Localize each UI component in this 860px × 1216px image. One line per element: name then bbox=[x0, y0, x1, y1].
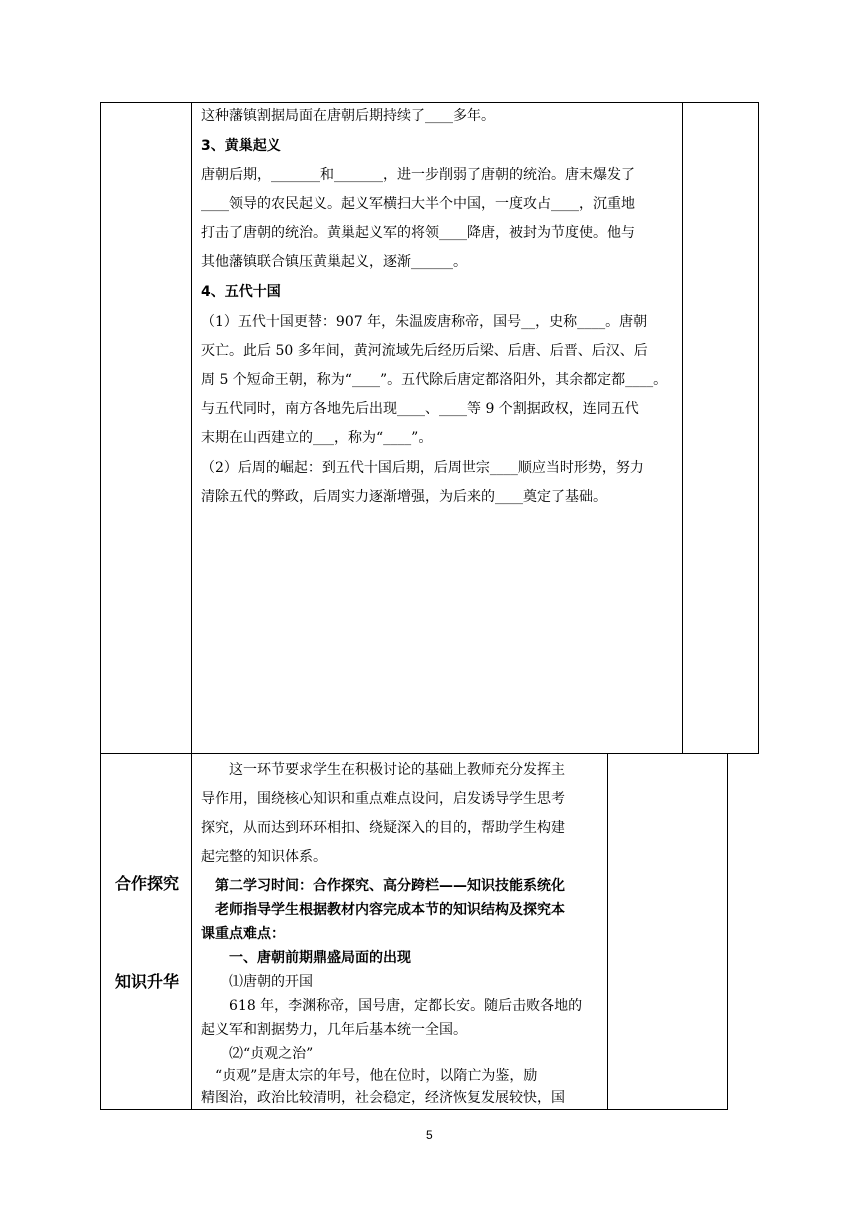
text-line: 起完整的知识体系。 bbox=[201, 849, 327, 865]
upper-right-border bbox=[758, 102, 759, 753]
table-left-border bbox=[100, 102, 101, 1110]
row-divider bbox=[100, 753, 759, 754]
text-line: 精图治，政治比较清明，社会稳定，经济恢复发展较快，国 bbox=[201, 1090, 565, 1106]
upper-col-divider-2 bbox=[682, 102, 683, 753]
text-line: ⑵“贞观之治” bbox=[229, 1046, 314, 1062]
section-heading-wudai: 4、五代十国 bbox=[201, 284, 281, 300]
text-line: 这种藩镇割据局面在唐朝后期持续了____多年。 bbox=[201, 108, 495, 124]
text-line: 唐朝后期，_______和_______，进一步削弱了唐朝的统治。唐末爆发了 bbox=[201, 167, 635, 183]
lower-col-divider-1 bbox=[191, 753, 192, 1110]
side-label-zhishi-shenghua: 知识升华 bbox=[115, 972, 180, 991]
text-line: 灭亡。此后 50 多年间，黄河流域先后经历后梁、后唐、后晋、后汉、后 bbox=[201, 343, 648, 359]
subsection-heading: 一、唐朝前期鼎盛局面的出现 bbox=[229, 950, 411, 966]
text-line: 618 年，李渊称帝，国号唐，定都长安。随后击败各地的 bbox=[229, 998, 583, 1014]
bold-line: 老师指导学生根据教材内容完成本节的知识结构及探究本 bbox=[215, 902, 565, 918]
text-line: 与五代同时，南方各地先后出现____、____等 9 个割据政权，连同五代 bbox=[201, 401, 639, 417]
bold-line: 课重点难点： bbox=[201, 926, 285, 942]
upper-col-divider-1 bbox=[191, 102, 192, 753]
text-line: 周 5 个短命王朝，称为“____”。五代除后唐定都洛阳外，其余都定都____。 bbox=[201, 372, 668, 388]
text-line: 探究，从而达到环环相扣、绕疑深入的目的，帮助学生构建 bbox=[201, 820, 565, 836]
text-line: 清除五代的弊政，后周实力逐渐增强，为后来的____奠定了基础。 bbox=[201, 489, 607, 505]
text-line: ____领导的农民起义。起义军横扫大半个中国，一度攻占____，沉重地 bbox=[201, 196, 635, 212]
text-line: “贞观”是唐太宗的年号，他在位时，以隋亡为鉴，励 bbox=[215, 1068, 538, 1084]
lower-col-divider-2 bbox=[607, 753, 608, 1110]
text-line: （1）五代十国更替：907 年，朱温废唐称帝，国号__，史称____。唐朝 bbox=[201, 314, 648, 330]
text-line: 末期在山西建立的___，称为“____”。 bbox=[201, 430, 433, 446]
bold-line: 第二学习时间：合作探究、高分跨栏——知识技能系统化 bbox=[215, 878, 565, 894]
text-line: 起义军和割据势力，几年后基本统一全国。 bbox=[201, 1022, 467, 1038]
section-heading-huangchao: 3、黄巢起义 bbox=[201, 138, 281, 154]
text-line: （2）后周的崛起：到五代十国后期，后周世宗____顺应当时形势，努力 bbox=[201, 460, 644, 476]
text-line: 导作用，围绕核心知识和重点难点设问，启发诱导学生思考 bbox=[201, 791, 565, 807]
page-number: 5 bbox=[426, 1128, 433, 1142]
lower-right-border bbox=[727, 753, 728, 1110]
side-label-hezuo-tanjiu: 合作探究 bbox=[115, 874, 180, 893]
table-top-border bbox=[100, 102, 759, 103]
table-bottom-border bbox=[100, 1109, 728, 1110]
text-line: ⑴唐朝的开国 bbox=[229, 974, 313, 990]
text-line: 其他藩镇联合镇压黄巢起义，逐渐______。 bbox=[201, 254, 467, 270]
text-line: 打击了唐朝的统治。黄巢起义军的将领____降唐，被封为节度使。他与 bbox=[201, 225, 635, 241]
text-line: 这一环节要求学生在积极讨论的基础上教师充分发挥主 bbox=[229, 762, 565, 778]
